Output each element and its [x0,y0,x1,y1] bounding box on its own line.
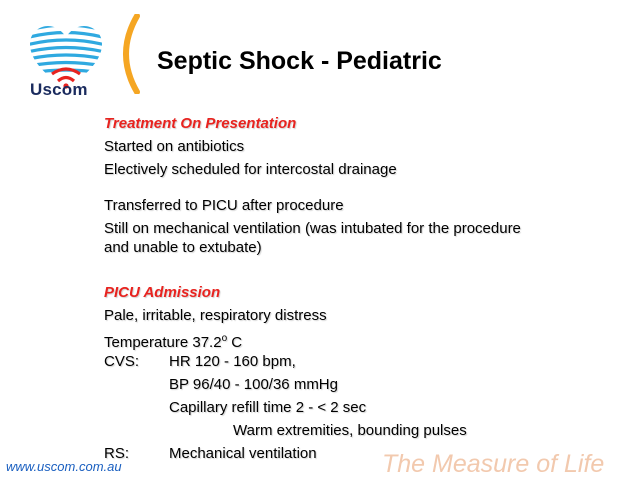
cvs-label: CVS: [104,353,140,370]
slide-title: Septic Shock - Pediatric [157,47,442,75]
section-heading-picu: PICU Admission [104,284,221,301]
cvs-extra: Warm extremities, bounding pulses [233,422,467,439]
treatment-line: and unable to extubate) [104,239,262,256]
footer-tagline: The Measure of Life [382,450,605,478]
rs-label: RS: [104,445,130,462]
section-heading-treatment: Treatment On Presentation [104,115,297,132]
rs-value: Mechanical ventilation [169,445,317,462]
logo-wordmark: Uscom [30,80,88,99]
temperature-line [104,329,242,352]
degree-superscript: o [221,333,228,344]
cvs-item: Capillary refill time 2 - < 2 sec [169,399,367,416]
footer-url-link[interactable]: www.uscom.com.au [6,459,122,474]
temperature-unit: C [227,334,243,351]
treatment-line: Transferred to PICU after procedure [104,197,344,214]
picu-line: Pale, irritable, respiratory distress [104,307,327,324]
orange-bracket-decoration [113,14,143,94]
cvs-item: BP 96/40 - 100/36 mmHg [169,376,338,393]
cvs-row [104,352,624,371]
treatment-line: Electively scheduled for intercostal drainage [104,161,397,178]
treatment-line: Started on antibiotics [104,138,245,155]
temperature-prefix: Temperature 37.2 [104,334,222,351]
cvs-item: HR 120 - 160 bpm, [169,353,296,370]
treatment-line: Still on mechanical ventilation (was intubated for the procedure [104,220,521,237]
